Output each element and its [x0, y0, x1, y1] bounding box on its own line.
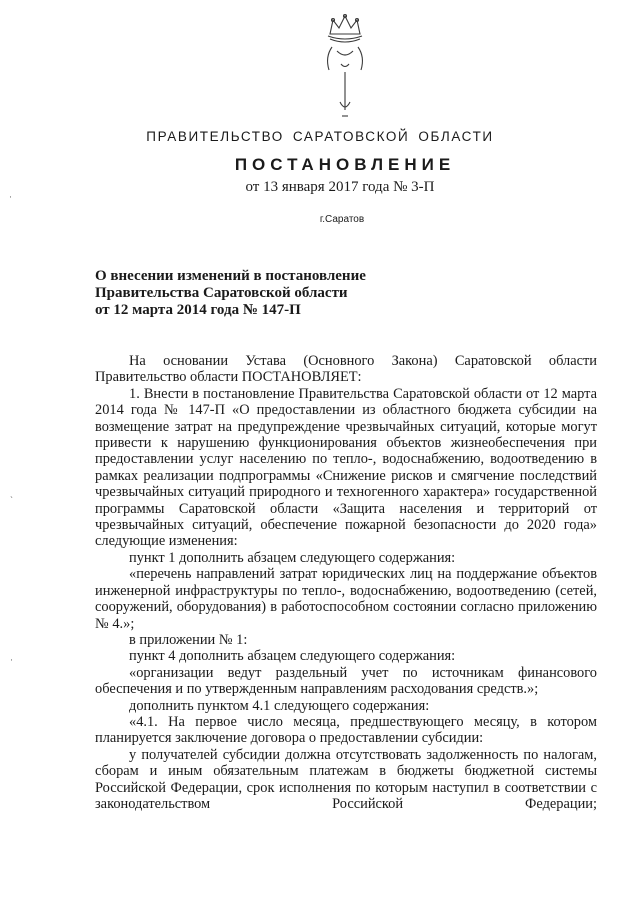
place-of-issue: г.Саратов [319, 214, 365, 225]
body-paragraph: «организации ведут раздельный учет по источникам финансового обеспечения и по утвержденным направлениям расходования средств.»; [95, 664, 597, 698]
subject-line: от 12 марта 2014 года № 147-П [95, 302, 301, 318]
document-subject [95, 268, 366, 319]
document-date-number: от 13 января 2017 года № 3-П [245, 179, 435, 195]
issuing-authority [0, 129, 640, 144]
authority-word: ПРАВИТЕЛЬСТВО [146, 129, 284, 144]
body-paragraph: у получателей субсидии должна отсутствовать задолженность по налогам, сборам и иным обязательным платежам в бюджеты бюджетной системы Российской Федерации, срок исполнения по которым наступил в соответствии с законодательством Российской Федерации; [95, 746, 597, 812]
body-paragraph: пункт 1 дополнить абзацем следующего содержания: [129, 549, 456, 566]
authority-word: САРАТОВСКОЙ [292, 129, 410, 144]
scan-speck: · [10, 655, 13, 665]
body-paragraph: пункт 4 дополнить абзацем следующего содержания: [129, 648, 456, 665]
subject-line: О внесении изменений в постановление [95, 268, 366, 284]
body-paragraph: «перечень направлений затрат юридических лиц на поддержание объектов инженерной инфраструктуры по тепло-, водоснабжению, водоотведению (сетей, сооружений, оборудования) в работоспособном состоянии согласно приложению № 4.»; [95, 566, 597, 632]
authority-word: ОБЛАСТИ [418, 129, 494, 144]
body-paragraph: дополнить пунктом 4.1 следующего содержания: [129, 697, 430, 714]
scan-speck: · [9, 192, 12, 202]
body-paragraph: «4.1. На первое число месяца, предшествующего месяцу, в котором планируется заключение договора о предоставлении субсидии: [95, 713, 597, 747]
coat-of-arms-emblem [318, 12, 372, 122]
body-paragraph: 1. Внести в постановление Правительства Саратовской области от 12 марта 2014 года № 147-П «О предоставлении из областного бюджета субсидии на возмещение затрат на предупреждение чрезвычайных ситуаций, которые могут привести к нарушению функционирования объектов жизнеобеспечения при предоставлении услуг населению по тепло-, водоснабжению, водоотведению в рамках реализации подпрограммы «Снижение рисков и смягчение последствий чрезвычайных ситуаций природного и техногенного характера» государственной программы Саратовской области «Защита населения и территорий от чрезвычайных ситуаций, обеспечение пожарной безопасности до 2020 года» следующие изменения: [95, 385, 597, 550]
document-body [95, 353, 597, 812]
scan-speck: ˏ [10, 488, 13, 498]
document-type-title: ПОСТАНОВЛЕНИЕ [234, 155, 456, 174]
subject-line: Правительства Саратовской области [95, 285, 348, 301]
body-paragraph: в приложении № 1: [129, 631, 248, 648]
body-paragraph: На основании Устава (Основного Закона) Саратовской области Правительство области ПОСТАНОВЛЯЕТ: [95, 353, 597, 386]
